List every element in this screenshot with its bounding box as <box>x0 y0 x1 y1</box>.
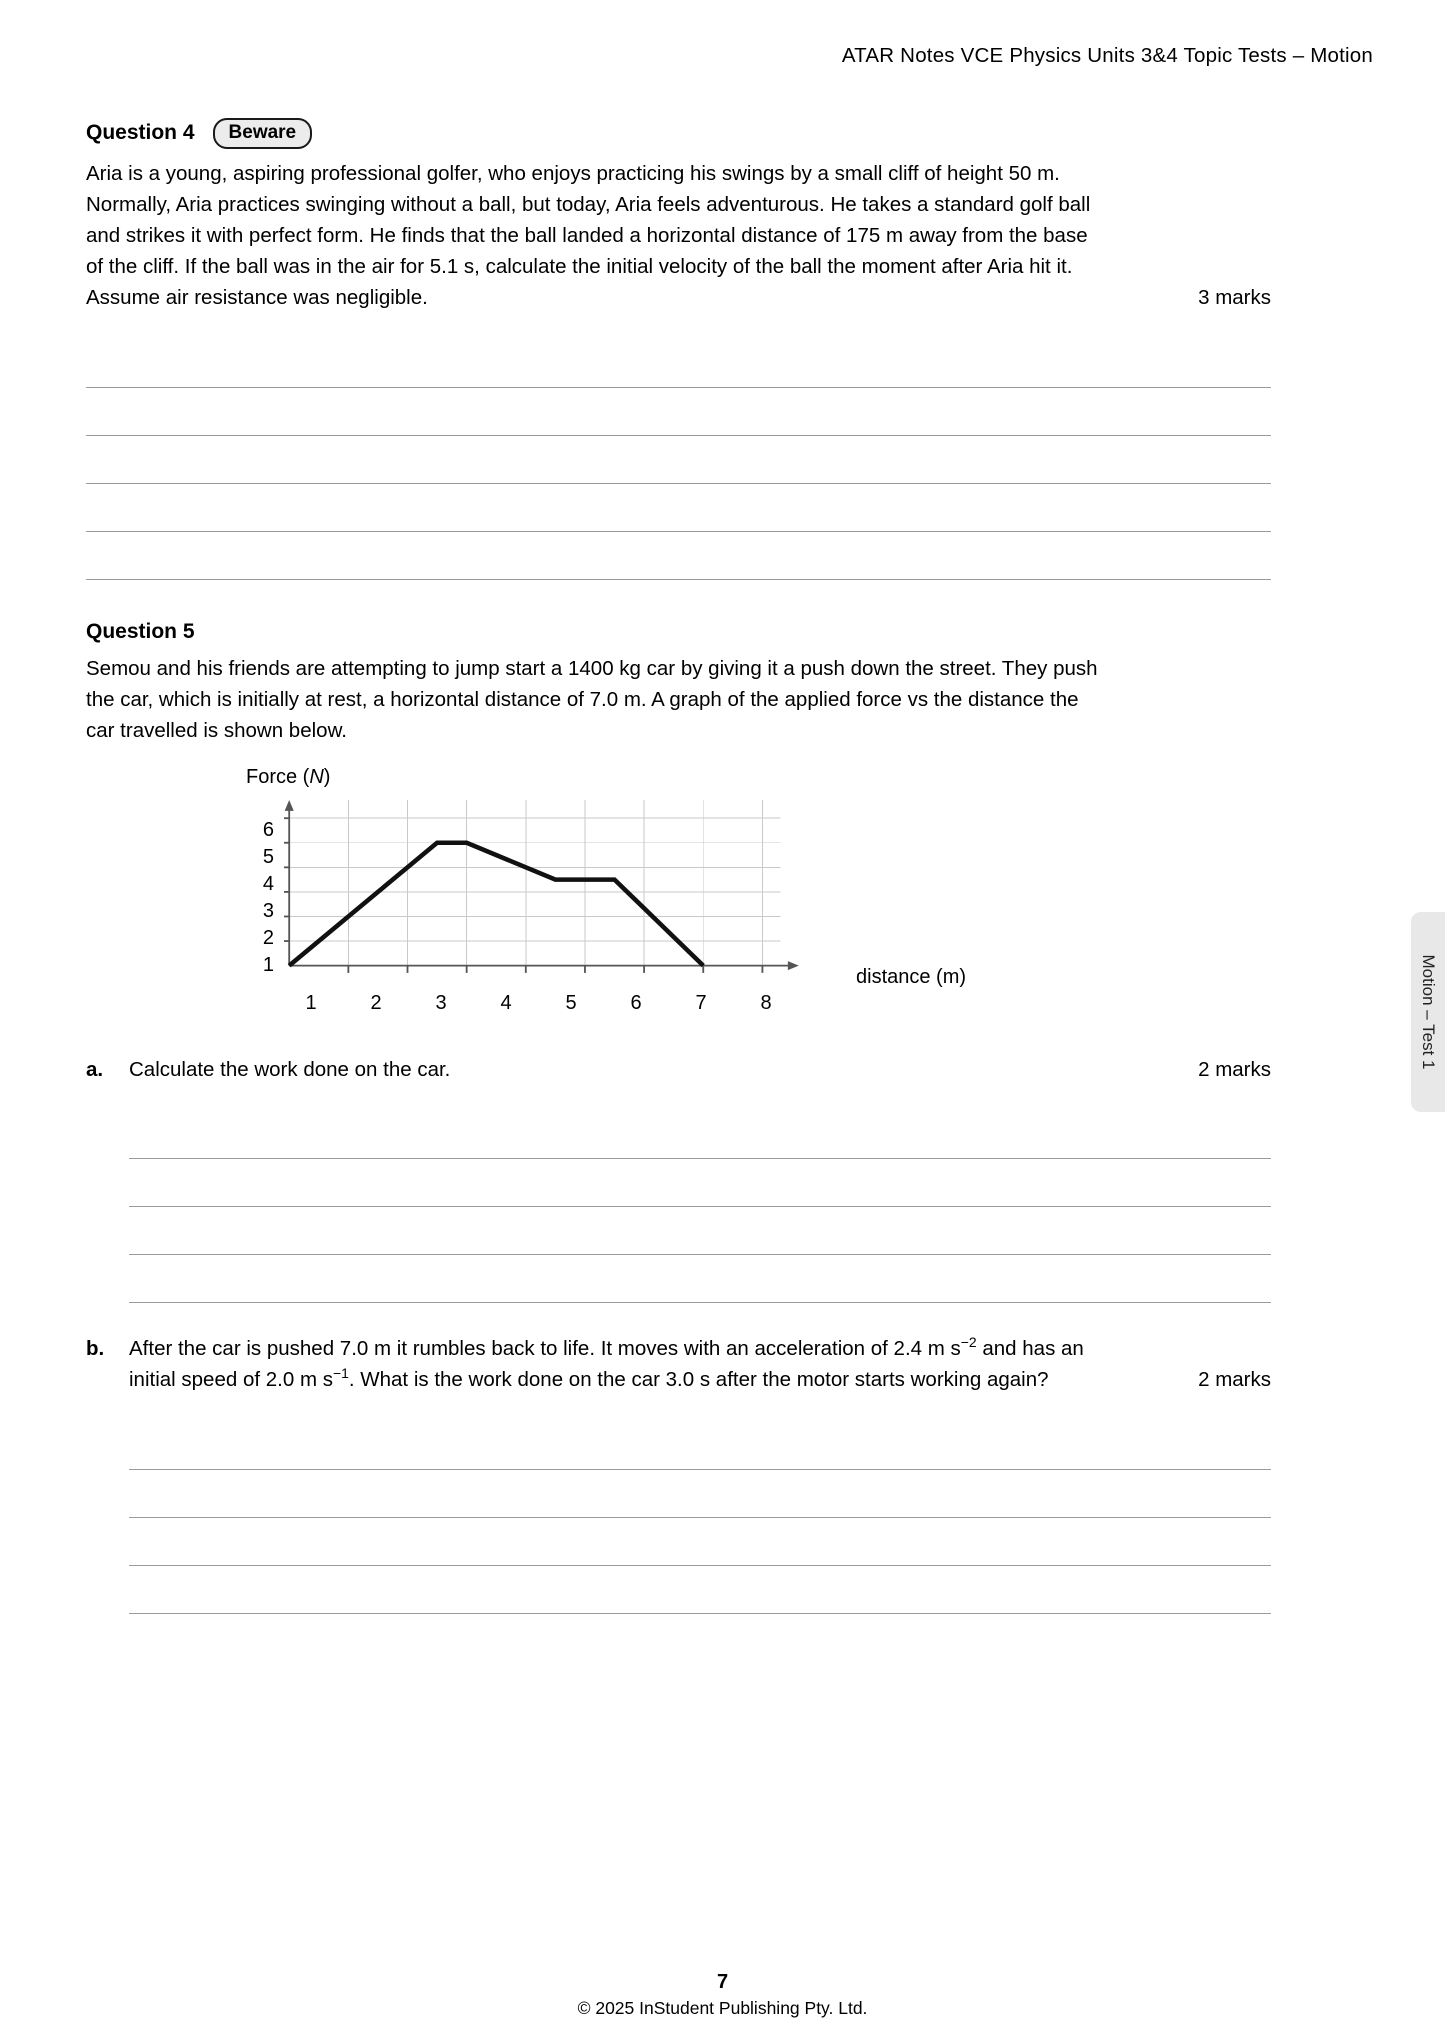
question-5-heading-row <box>86 620 1271 644</box>
chart-y-tick-4: 4 <box>262 873 274 896</box>
copyright-notice: © 2025 InStudent Publishing Pty. Ltd. <box>577 1998 868 2018</box>
question-4-title: Question 4 <box>86 121 195 145</box>
answer-rule-line[interactable] <box>86 484 1271 532</box>
part-a-answer-area[interactable] <box>129 1111 1271 1303</box>
question-5-line-2: the car, which is initially at rest, a horizontal distance of 7.0 m. A graph of the applied force vs the distance the <box>86 687 1079 711</box>
answer-rule-line[interactable] <box>129 1518 1271 1566</box>
part-a-marks: 2 marks <box>1198 1058 1271 1082</box>
part-b-line-2-exponent: −1 <box>332 1365 349 1382</box>
answer-rule-line[interactable] <box>86 340 1271 388</box>
part-a-text: Calculate the work done on the car. <box>129 1058 451 1082</box>
chart-y-tick-3: 3 <box>262 900 274 923</box>
part-b-line-2-post: . What is the work done on the car 3.0 s after the motor starts working again? <box>348 1368 1049 1392</box>
chart-x-tick-3: 3 <box>435 992 447 1015</box>
chart-x-tick-2: 2 <box>370 992 382 1015</box>
chart-x-tick-1: 1 <box>305 992 317 1015</box>
chart-x-tick-8: 8 <box>760 992 772 1015</box>
beware-badge: Beware <box>213 118 313 149</box>
part-b-answer-area[interactable] <box>129 1422 1271 1614</box>
question-5-body <box>86 653 1271 746</box>
chart-x-axis-title: distance (m) <box>856 966 967 989</box>
side-tab-motion-test-1 <box>1411 912 1445 1112</box>
page-content <box>86 118 1271 1614</box>
side-tab-label: Motion – Test 1 <box>1419 954 1438 1070</box>
part-b-label: b. <box>86 1337 105 1361</box>
part-b-text <box>129 1333 1271 1395</box>
running-header: ATAR Notes VCE Physics Units 3&4 Topic Tests – Motion <box>841 44 1373 67</box>
chart-y-axis-title <box>246 766 330 789</box>
part-b-marks: 2 marks <box>1198 1368 1271 1392</box>
page-number: 7 <box>716 1971 729 1993</box>
part-a-label: a. <box>86 1058 104 1082</box>
question-5-line-3: car travelled is shown below. <box>86 718 347 742</box>
question-4-line-3: and strikes it with perfect form. He finds that the ball landed a horizontal distance of 175 m away from the base <box>86 224 1088 248</box>
part-b-line-1-pre: After the car is pushed 7.0 m it rumbles back to life. It moves with an acceleration of 2.4 m s <box>129 1337 961 1361</box>
answer-rule-line[interactable] <box>86 532 1271 580</box>
answer-rule-line[interactable] <box>86 436 1271 484</box>
answer-rule-line[interactable] <box>129 1422 1271 1470</box>
question-5-part-b <box>86 1333 1271 1395</box>
chart-plot-svg <box>284 800 804 982</box>
question-4-line-5-row <box>86 282 1271 313</box>
answer-rule-line[interactable] <box>129 1159 1271 1207</box>
chart-y-tick-6: 6 <box>262 819 274 842</box>
chart-data-line <box>289 843 703 966</box>
chart-x-tick-5: 5 <box>565 992 577 1015</box>
chart-y-tick-1: 1 <box>262 954 274 977</box>
chart-y-tick-2: 2 <box>262 927 274 950</box>
question-4-answer-area[interactable] <box>86 340 1271 580</box>
question-4-heading-row <box>86 118 1271 149</box>
chart-y-tick-5: 5 <box>262 846 274 869</box>
question-4-line-1: Aria is a young, aspiring professional golfer, who enjoys practicing his swings by a small cliff of height 50 m. <box>86 161 1060 185</box>
chart-x-tick-6: 6 <box>630 992 642 1015</box>
question-4-marks: 3 marks <box>1198 286 1271 310</box>
chart-x-tick-4: 4 <box>500 992 512 1015</box>
chart-y-axis-title-suffix: ) <box>323 766 331 789</box>
answer-rule-line[interactable] <box>86 388 1271 436</box>
chart-x-tick-7: 7 <box>695 992 707 1015</box>
question-4-line-5: Assume air resistance was negligible. <box>86 286 428 310</box>
answer-rule-line[interactable] <box>129 1207 1271 1255</box>
question-4-line-2: Normally, Aria practices swinging without a ball, but today, Aria feels adventurous. He takes a standard golf ball <box>86 193 1091 216</box>
question-5-line-1: Semou and his friends are attempting to jump start a 1400 kg car by giving it a push down the street. They push <box>86 656 1098 680</box>
chart-x-axis-ticks <box>348 966 762 973</box>
page-footer <box>0 1971 1445 2019</box>
chart-gridlines <box>289 800 780 966</box>
question-4-line-4: of the cliff. If the ball was in the air for 5.1 s, calculate the initial velocity of the ball the moment after Aria hit it. <box>86 255 1073 279</box>
question-5-title: Question 5 <box>86 619 195 643</box>
chart-y-axis-title-prefix: Force ( <box>246 766 310 789</box>
answer-rule-line[interactable] <box>129 1566 1271 1614</box>
chart-x-axis <box>289 961 799 970</box>
chart-y-axis-title-symbol: N <box>309 766 324 789</box>
part-b-line-1-exponent: −2 <box>960 1334 977 1351</box>
question-4-body <box>86 158 1271 314</box>
answer-rule-line[interactable] <box>129 1111 1271 1159</box>
force-distance-chart <box>246 766 967 1020</box>
part-b-line-2-pre: initial speed of 2.0 m s <box>129 1368 333 1392</box>
part-b-line-1-post: and has an <box>976 1337 1084 1361</box>
answer-rule-line[interactable] <box>129 1470 1271 1518</box>
answer-rule-line[interactable] <box>129 1255 1271 1303</box>
question-5-part-a <box>86 1054 1271 1085</box>
